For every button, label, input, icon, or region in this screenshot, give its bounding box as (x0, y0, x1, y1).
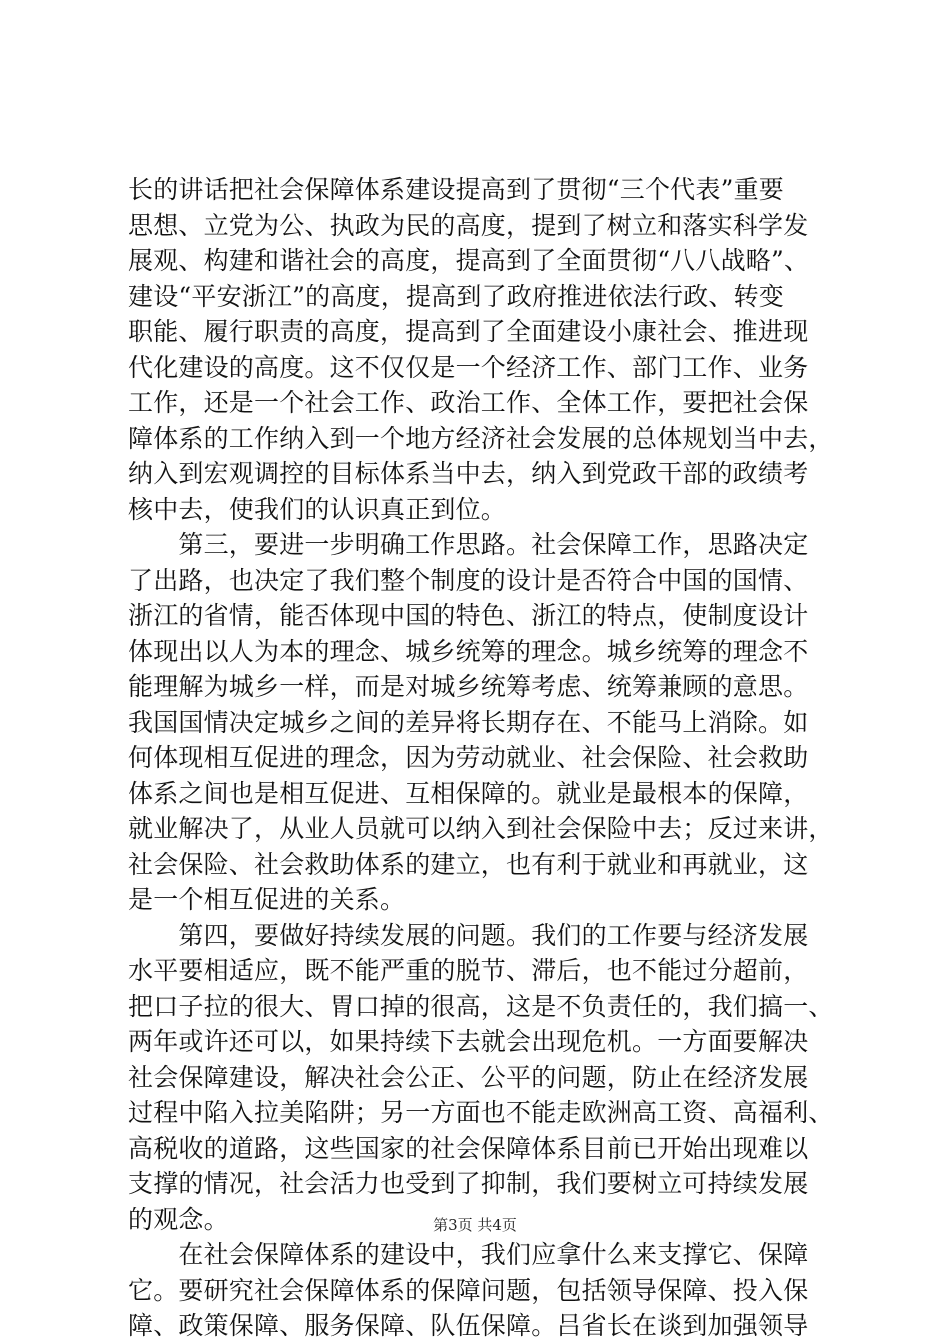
text-line: 第三，要进一步明确工作思路。社会保障工作，思路决定 (128, 530, 809, 559)
text-line: 就业解决了，从业人员就可以纳入到社会保险中去；反过来讲， (128, 814, 834, 843)
text-line: 水平要相适应，既不能严重的脱节、滞后，也不能过分超前， (128, 956, 809, 985)
text-line: 展观、构建和谐社会的高度，提高到了全面贯彻“八八战略”、 (128, 246, 810, 275)
text-line: 障、政策保障、服务保障、队伍保障。吕省长在谈到加强领导 (128, 1311, 809, 1340)
text-line: 思想、立党为公、执政为民的高度，提到了树立和落实科学发 (128, 210, 809, 240)
text-line: 体现出以人为本的理念、城乡统筹的理念。城乡统筹的理念不 (128, 636, 809, 666)
text-line: 工作，还是一个社会工作、政治工作、全体工作，要把社会保 (128, 388, 809, 417)
text-line: 何体现相互促进的理念，因为劳动就业、社会保险、社会救助 (128, 743, 809, 772)
text-line: 支撑的情况，社会活力也受到了抑制，我们要树立可持续发展 (128, 1169, 809, 1198)
text-line: 代化建设的高度。这不仅仅是一个经济工作、部门工作、业务 (128, 352, 809, 382)
text-line: 把口子拉的很大、胃口掉的很高，这是不负责任的，我们搞一、 (128, 991, 834, 1021)
document-body (128, 172, 838, 1344)
text-line: 高税收的道路，这些国家的社会保障体系目前已开始出现难以 (128, 1133, 809, 1163)
text-line: 长的讲话把社会保障体系建设提高到了贯彻“三个代表”重要 (128, 175, 784, 204)
text-line: 浙江的省情，能否体现中国的特色、浙江的特点，使制度设计 (128, 601, 809, 630)
text-line: 它。要研究社会保障体系的保障问题，包括领导保障、投入保 (128, 1275, 809, 1305)
text-line: 我国国情决定城乡之间的差异将长期存在、不能马上消除。如 (128, 707, 809, 737)
text-line: 的观念。 (128, 1204, 229, 1234)
text-line: 在社会保障体系的建设中，我们应拿什么来支撑它、保障 (128, 1240, 809, 1269)
text-line: 建设“平安浙江”的高度，提高到了政府推进依法行政、转变 (128, 281, 784, 311)
text-line: 职能、履行职责的高度，提高到了全面建设小康社会、推进现 (128, 317, 809, 346)
text-line: 障体系的工作纳入到一个地方经济社会发展的总体规划当中去， (128, 423, 834, 453)
text-line: 过程中陷入拉美陷阱；另一方面也不能走欧洲高工资、高福利、 (128, 1098, 834, 1127)
text-line: 能理解为城乡一样，而是对城乡统筹考虑、统筹兼顾的意思。 (128, 672, 809, 701)
text-line: 核中去，使我们的认识真正到位。 (128, 494, 507, 524)
text-line: 纳入到宏观调控的目标体系当中去，纳入到党政干部的政绩考 (128, 459, 809, 488)
text-line: 是一个相互促进的关系。 (128, 885, 406, 914)
text-line: 两年或许还可以，如果持续下去就会出现危机。一方面要解决 (128, 1027, 809, 1056)
text-line: 体系之间也是相互促进、互相保障的。就业是最根本的保障， (128, 778, 809, 808)
text-line: 社会保障建设，解决社会公正、公平的问题，防止在经济发展 (128, 1062, 809, 1092)
text-line: 了出路，也决定了我们整个制度的设计是否符合中国的国情、 (128, 565, 809, 595)
text-line: 社会保险、社会救助体系的建立，也有利于就业和再就业，这 (128, 849, 809, 879)
text-line: 第四，要做好持续发展的问题。我们的工作要与经济发展 (128, 920, 809, 950)
page-number-footer: 第3页 共4页 (433, 1216, 517, 1234)
